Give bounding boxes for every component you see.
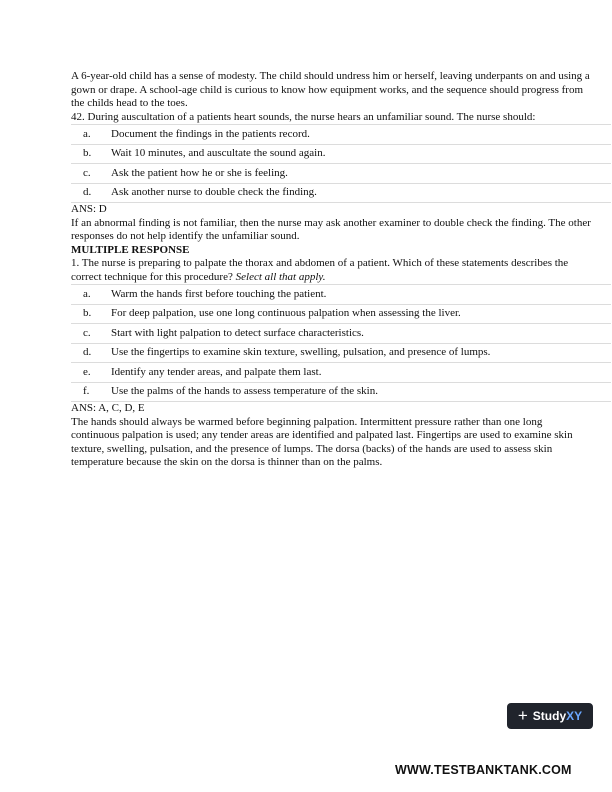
- option-letter: c.: [83, 326, 91, 339]
- question-42-answer: ANS: D: [71, 203, 107, 215]
- footer-url: WWW.TESTBANKTANK.COM: [395, 763, 572, 777]
- option-letter: f.: [83, 385, 90, 397]
- section-heading: MULTIPLE RESPONSE: [71, 243, 190, 256]
- option-text: Document the findings in the patients record.: [111, 127, 310, 140]
- mr-question-1-instruction: Select all that apply.: [235, 270, 326, 283]
- option-letter: a.: [83, 287, 91, 300]
- mr-question-1-options: [71, 284, 591, 402]
- option-text: Wait 10 minutes, and auscultate the sound again.: [111, 147, 326, 159]
- brand-main: Study: [532, 709, 567, 723]
- mr-question-1-rationale: The hands should always be warmed before beginning palpation. Intermittent pressure rather than one long continuous palpation is used; any tender areas are identified and palpated last. Fingertips are used to examine skin texture, swelling, pulsation, and the presence of lumps. The dorsa (backs) of the hands are used to assess skin temperature because the skin on the dorsa is thinner than on the palms.: [71, 415, 573, 468]
- option-row: [71, 382, 611, 403]
- studyxy-logo-text: [533, 709, 582, 723]
- option-letter: b.: [83, 147, 92, 159]
- brand-accent: XY: [566, 709, 583, 723]
- option-text: Ask another nurse to double check the finding.: [111, 186, 317, 198]
- option-row: [71, 284, 611, 304]
- option-row: [71, 144, 611, 164]
- option-row: [71, 362, 611, 382]
- option-row: [71, 124, 611, 144]
- option-row: [71, 343, 611, 363]
- option-letter: d.: [83, 346, 92, 358]
- option-letter: a.: [83, 127, 91, 140]
- question-42-stem: 42. During auscultation of a patients heart sounds, the nurse hears an unfamiliar sound. The nurse should:: [71, 110, 536, 123]
- option-text: Start with light palpation to detect surface characteristics.: [111, 326, 364, 339]
- plus-icon: +: [517, 705, 528, 725]
- option-letter: c.: [83, 166, 91, 179]
- option-text: Warm the hands first before touching the patient.: [111, 287, 327, 300]
- mr-question-1-stem-text: 1. The nurse is preparing to palpate the thorax and abdomen of a patient. Which of these statements describes the correct technique for this procedure?: [71, 257, 569, 283]
- option-letter: d.: [83, 186, 92, 198]
- option-text: Ask the patient how he or she is feeling.: [111, 166, 288, 179]
- option-text: Use the palms of the hands to assess temperature of the skin.: [111, 385, 378, 397]
- document-page: [71, 70, 591, 470]
- mr-question-1-stem: [71, 257, 591, 284]
- option-row: [71, 304, 611, 324]
- studyxy-badge[interactable]: [507, 703, 593, 729]
- option-text: For deep palpation, use one long continuous palpation when assessing the liver.: [111, 307, 461, 319]
- option-row: [71, 183, 611, 204]
- option-row: [71, 323, 611, 343]
- mr-question-1-answer: ANS: A, C, D, E: [71, 402, 145, 414]
- question-42-options: [71, 124, 591, 203]
- option-letter: b.: [83, 307, 92, 319]
- question-42-rationale: If an abnormal finding is not familiar, then the nurse may ask another examiner to double check the finding. The other responses do not help identify the unfamiliar sound.: [71, 216, 591, 242]
- option-text: Identify any tender areas, and palpate them last.: [111, 365, 322, 378]
- intro-paragraph: A 6-year-old child has a sense of modesty. The child should undress him or herself, leaving underpants on and using a gown or drape. A school-age child is curious to know how equipment works, and the sequence should progress from the childs head to the toes.: [71, 70, 590, 109]
- option-letter: e.: [83, 365, 91, 378]
- option-text: Use the fingertips to examine skin texture, swelling, pulsation, and presence of lumps.: [111, 346, 491, 358]
- option-row: [71, 163, 611, 183]
